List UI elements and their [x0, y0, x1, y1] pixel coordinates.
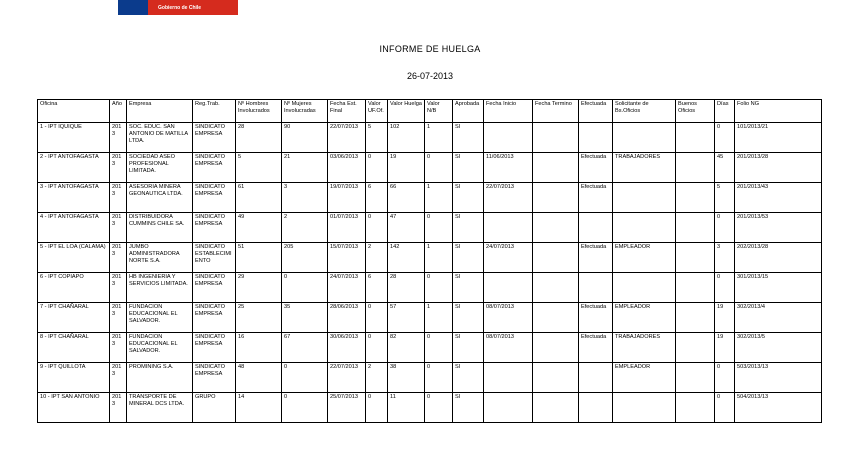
table-cell: 0	[715, 393, 735, 423]
table-cell: 2013	[110, 273, 127, 303]
table-cell: 08/07/2013	[484, 303, 533, 333]
table-cell: 0	[715, 363, 735, 393]
table-cell: SINDICATO EMPRESA	[193, 333, 236, 363]
column-header: Buenos Oficios	[676, 100, 715, 123]
table-cell: 19	[715, 333, 735, 363]
table-row	[38, 183, 822, 213]
table-cell: 66	[388, 183, 425, 213]
table-cell: 6 - IPT COPIAPO	[38, 273, 110, 303]
table-cell: 3	[715, 243, 735, 273]
table-cell	[676, 303, 715, 333]
table-cell: 2	[366, 243, 388, 273]
table-cell: 0	[425, 363, 453, 393]
table-cell	[484, 393, 533, 423]
table-cell: 19/07/2013	[328, 183, 366, 213]
table-cell: 22/07/2013	[484, 183, 533, 213]
table-cell: 25/07/2013	[328, 393, 366, 423]
table-cell	[613, 183, 676, 213]
table-row	[38, 333, 822, 363]
table-cell: Efectuada	[579, 333, 613, 363]
table-cell: 28/06/2013	[328, 303, 366, 333]
table-cell	[579, 273, 613, 303]
table-cell: 2013	[110, 393, 127, 423]
table-cell: 201/2013/53	[735, 213, 822, 243]
table-cell: 90	[282, 123, 328, 153]
table-cell: SINDICATO EMPRESA	[193, 213, 236, 243]
table-cell	[676, 243, 715, 273]
table-cell: 35	[282, 303, 328, 333]
table-cell: 47	[388, 213, 425, 243]
table-cell	[676, 213, 715, 243]
table-cell: 57	[388, 303, 425, 333]
table-cell	[579, 213, 613, 243]
table-cell: Efectuada	[579, 243, 613, 273]
table-cell: 2 - IPT ANTOFAGASTA	[38, 153, 110, 183]
column-header: Valor Huelga	[388, 100, 425, 123]
logo-text: Gobierno de Chile	[158, 5, 202, 11]
table-cell: 0	[425, 213, 453, 243]
table-cell: 0	[282, 393, 328, 423]
table-cell: SI	[453, 393, 484, 423]
table-cell: FUNDACION EDUCACIONAL EL SALVADOR.	[127, 333, 193, 363]
table-cell: SI	[453, 183, 484, 213]
table-cell	[484, 123, 533, 153]
table-cell: 45	[715, 153, 735, 183]
table-cell: 2	[366, 363, 388, 393]
column-header: Fecha Termino	[533, 100, 579, 123]
table-cell: 28	[236, 123, 282, 153]
table-cell	[579, 393, 613, 423]
column-header: Año	[110, 100, 127, 123]
table-cell: SINDICATO EMPRESA	[193, 123, 236, 153]
table-cell: EMPLEADOR	[613, 243, 676, 273]
table-cell: 38	[388, 363, 425, 393]
table-cell: 2013	[110, 123, 127, 153]
table-cell: 0	[715, 273, 735, 303]
table-cell: 4 - IPT ANTOFAGASTA	[38, 213, 110, 243]
table-cell: 2	[282, 213, 328, 243]
table-cell: GRUPO	[193, 393, 236, 423]
table-cell: 503/2013/13	[735, 363, 822, 393]
table-cell: 51	[236, 243, 282, 273]
table-cell: 2013	[110, 183, 127, 213]
table-cell: 0	[715, 123, 735, 153]
table-cell: 22/07/2013	[328, 123, 366, 153]
table-body	[38, 123, 822, 423]
table-cell: 5	[715, 183, 735, 213]
table-header-row	[38, 100, 822, 123]
column-header: Reg.Trab.	[193, 100, 236, 123]
table-cell: SINDICATO EMPRESA	[193, 273, 236, 303]
table-cell: 2013	[110, 213, 127, 243]
column-header: Nº Hombres Involucrados	[236, 100, 282, 123]
column-header: Fecha Inicio	[484, 100, 533, 123]
table-cell: Efectuada	[579, 303, 613, 333]
table-cell: 3	[282, 183, 328, 213]
table-cell: SOCIEDAD ASEO PROFESIONAL LIMITADA.	[127, 153, 193, 183]
table-cell: 1 - IPT IQUIQUE	[38, 123, 110, 153]
table-cell	[676, 183, 715, 213]
column-header: Solicitante de Bs.Oficios	[613, 100, 676, 123]
table-cell: 5	[236, 153, 282, 183]
table-cell: SINDICATO EMPRESA	[193, 153, 236, 183]
table-cell	[484, 363, 533, 393]
table-cell: 0	[425, 273, 453, 303]
table-cell: 101/2013/21	[735, 123, 822, 153]
column-header: Nº Mujeres Involucradas	[282, 100, 328, 123]
table-cell	[676, 123, 715, 153]
table-cell	[533, 303, 579, 333]
table-cell: Efectuada	[579, 153, 613, 183]
column-header: Oficina	[38, 100, 110, 123]
table-cell: 19	[388, 153, 425, 183]
report-date: 26-07-2013	[406, 71, 454, 81]
table-cell	[676, 393, 715, 423]
table-cell: 504/2013/13	[735, 393, 822, 423]
table-cell: SINDICATO EMPRESA	[193, 183, 236, 213]
table-cell	[579, 363, 613, 393]
table-cell: 11/06/2013	[484, 153, 533, 183]
column-header: Valor UF.Of.	[366, 100, 388, 123]
table-row	[38, 273, 822, 303]
table-cell: FUNDACION EDUCACIONAL EL SALVADOR.	[127, 303, 193, 333]
table-cell: 2013	[110, 333, 127, 363]
table-cell: 03/06/2013	[328, 153, 366, 183]
government-logo	[118, 0, 238, 15]
table-cell: 302/2013/5	[735, 333, 822, 363]
table-cell: SI	[453, 243, 484, 273]
table-cell: 2013	[110, 153, 127, 183]
table-cell: 6	[366, 183, 388, 213]
table-cell: 21	[282, 153, 328, 183]
table-cell: 0	[425, 153, 453, 183]
table-cell: SINDICATO EMPRESA	[193, 363, 236, 393]
table-cell	[613, 213, 676, 243]
table-cell	[533, 123, 579, 153]
table-cell: 6	[366, 273, 388, 303]
table-cell	[613, 273, 676, 303]
table-cell: 8 - IPT CHAÑARAL	[38, 333, 110, 363]
table-cell	[533, 243, 579, 273]
table-cell: 202/2013/28	[735, 243, 822, 273]
table-cell: 2013	[110, 303, 127, 333]
table-cell: 102	[388, 123, 425, 153]
table-cell: SI	[453, 123, 484, 153]
table-cell: SINDICATO ESTABLECIMIENTO	[193, 243, 236, 273]
table-cell: DISTRIBUIDORA CUMMINS CHILE SA.	[127, 213, 193, 243]
table-cell: PROMINING S.A.	[127, 363, 193, 393]
table-cell: 9 - IPT QUILLOTA	[38, 363, 110, 393]
table-cell	[613, 123, 676, 153]
table-cell: 11	[388, 393, 425, 423]
table-cell: 0	[715, 213, 735, 243]
table-cell: 0	[425, 333, 453, 363]
table-cell: SI	[453, 303, 484, 333]
table-cell: 28	[388, 273, 425, 303]
table-cell: 1	[425, 303, 453, 333]
table-row	[38, 393, 822, 423]
table-cell: 10 - IPT SAN ANTONIO	[38, 393, 110, 423]
table-cell: SOC. EDUC. SAN ANTONIO DE MATILLA LTDA.	[127, 123, 193, 153]
table-cell	[533, 363, 579, 393]
table-cell: 0	[366, 333, 388, 363]
table-row	[38, 363, 822, 393]
table-cell	[533, 213, 579, 243]
table-cell: TRABAJADORES	[613, 333, 676, 363]
table-cell: 19	[715, 303, 735, 333]
table-row	[38, 243, 822, 273]
column-header: Valor N/B	[425, 100, 453, 123]
table-cell: 24/07/2013	[328, 273, 366, 303]
table-cell: 201/2013/28	[735, 153, 822, 183]
table-cell: 01/07/2013	[328, 213, 366, 243]
column-header: Aprobada	[453, 100, 484, 123]
table-cell	[676, 273, 715, 303]
report-title: INFORME DE HUELGA	[379, 44, 481, 54]
table-cell: 205	[282, 243, 328, 273]
table-cell: SINDICATO EMPRESA	[193, 303, 236, 333]
table-cell: 61	[236, 183, 282, 213]
logo-blue-block	[118, 0, 148, 15]
table-cell: TRANSPORTE DE MINERAL DCS LTDA.	[127, 393, 193, 423]
table-cell: 67	[282, 333, 328, 363]
column-header: Empresa	[127, 100, 193, 123]
table-cell	[533, 153, 579, 183]
table-cell	[613, 393, 676, 423]
table-cell: 1	[425, 183, 453, 213]
table-cell: JUMBO ADMINISTRADORA NORTE S.A.	[127, 243, 193, 273]
table-cell: 7 - IPT CHAÑARAL	[38, 303, 110, 333]
table-cell	[579, 123, 613, 153]
table-cell: 29	[236, 273, 282, 303]
table-cell: 49	[236, 213, 282, 243]
table-cell: 82	[388, 333, 425, 363]
table-cell: 0	[366, 213, 388, 243]
column-header: Días	[715, 100, 735, 123]
table-cell: HB INGENIERIA Y SERVICIOS LIMITADA.	[127, 273, 193, 303]
table-cell: SI	[453, 213, 484, 243]
table-cell: 48	[236, 363, 282, 393]
table-cell	[484, 213, 533, 243]
table-cell	[676, 153, 715, 183]
table-cell: 5 - IPT EL LOA (CALAMA)	[38, 243, 110, 273]
table-cell	[676, 363, 715, 393]
table-cell: 22/07/2013	[328, 363, 366, 393]
table-cell: TRABAJADORES	[613, 153, 676, 183]
table-cell: 1	[425, 123, 453, 153]
table-cell	[533, 393, 579, 423]
table-row	[38, 303, 822, 333]
table-cell: ASESORIA MINERA GEONAUTICA LTDA.	[127, 183, 193, 213]
column-header: Efectuada	[579, 100, 613, 123]
table-cell: 08/07/2013	[484, 333, 533, 363]
table-cell: 302/2013/4	[735, 303, 822, 333]
table-cell: 14	[236, 393, 282, 423]
table-cell	[533, 333, 579, 363]
table-cell	[484, 273, 533, 303]
table-cell: 30/06/2013	[328, 333, 366, 363]
table-cell: EMPLEADOR	[613, 363, 676, 393]
column-header: Folio NG	[735, 100, 822, 123]
table-cell	[533, 273, 579, 303]
table-cell: 2013	[110, 363, 127, 393]
table-cell: 0	[366, 153, 388, 183]
table-cell: 0	[282, 273, 328, 303]
table-cell: 0	[366, 303, 388, 333]
table-cell: 25	[236, 303, 282, 333]
table-cell: 5	[366, 123, 388, 153]
table-cell: 3 - IPT ANTOFAGASTA	[38, 183, 110, 213]
table-cell: SI	[453, 333, 484, 363]
table-cell	[533, 183, 579, 213]
table-cell: 2013	[110, 243, 127, 273]
table-row	[38, 153, 822, 183]
column-header: Fecha Est. Final	[328, 100, 366, 123]
table-cell: SI	[453, 153, 484, 183]
table-cell: Efectuada	[579, 183, 613, 213]
strike-report-table	[37, 99, 822, 423]
table-cell: 0	[282, 363, 328, 393]
table-cell: 1	[425, 243, 453, 273]
table-cell: 24/07/2013	[484, 243, 533, 273]
table-cell: 201/2013/43	[735, 183, 822, 213]
table-cell: 0	[425, 393, 453, 423]
table-row	[38, 123, 822, 153]
table-cell	[676, 333, 715, 363]
table-cell: 16	[236, 333, 282, 363]
table-cell: EMPLEADOR	[613, 303, 676, 333]
table-cell: 301/2013/15	[735, 273, 822, 303]
table-cell: 142	[388, 243, 425, 273]
table-cell: 0	[366, 393, 388, 423]
table-cell: 15/07/2013	[328, 243, 366, 273]
table-row	[38, 213, 822, 243]
table-cell: SI	[453, 363, 484, 393]
table-cell: SI	[453, 273, 484, 303]
